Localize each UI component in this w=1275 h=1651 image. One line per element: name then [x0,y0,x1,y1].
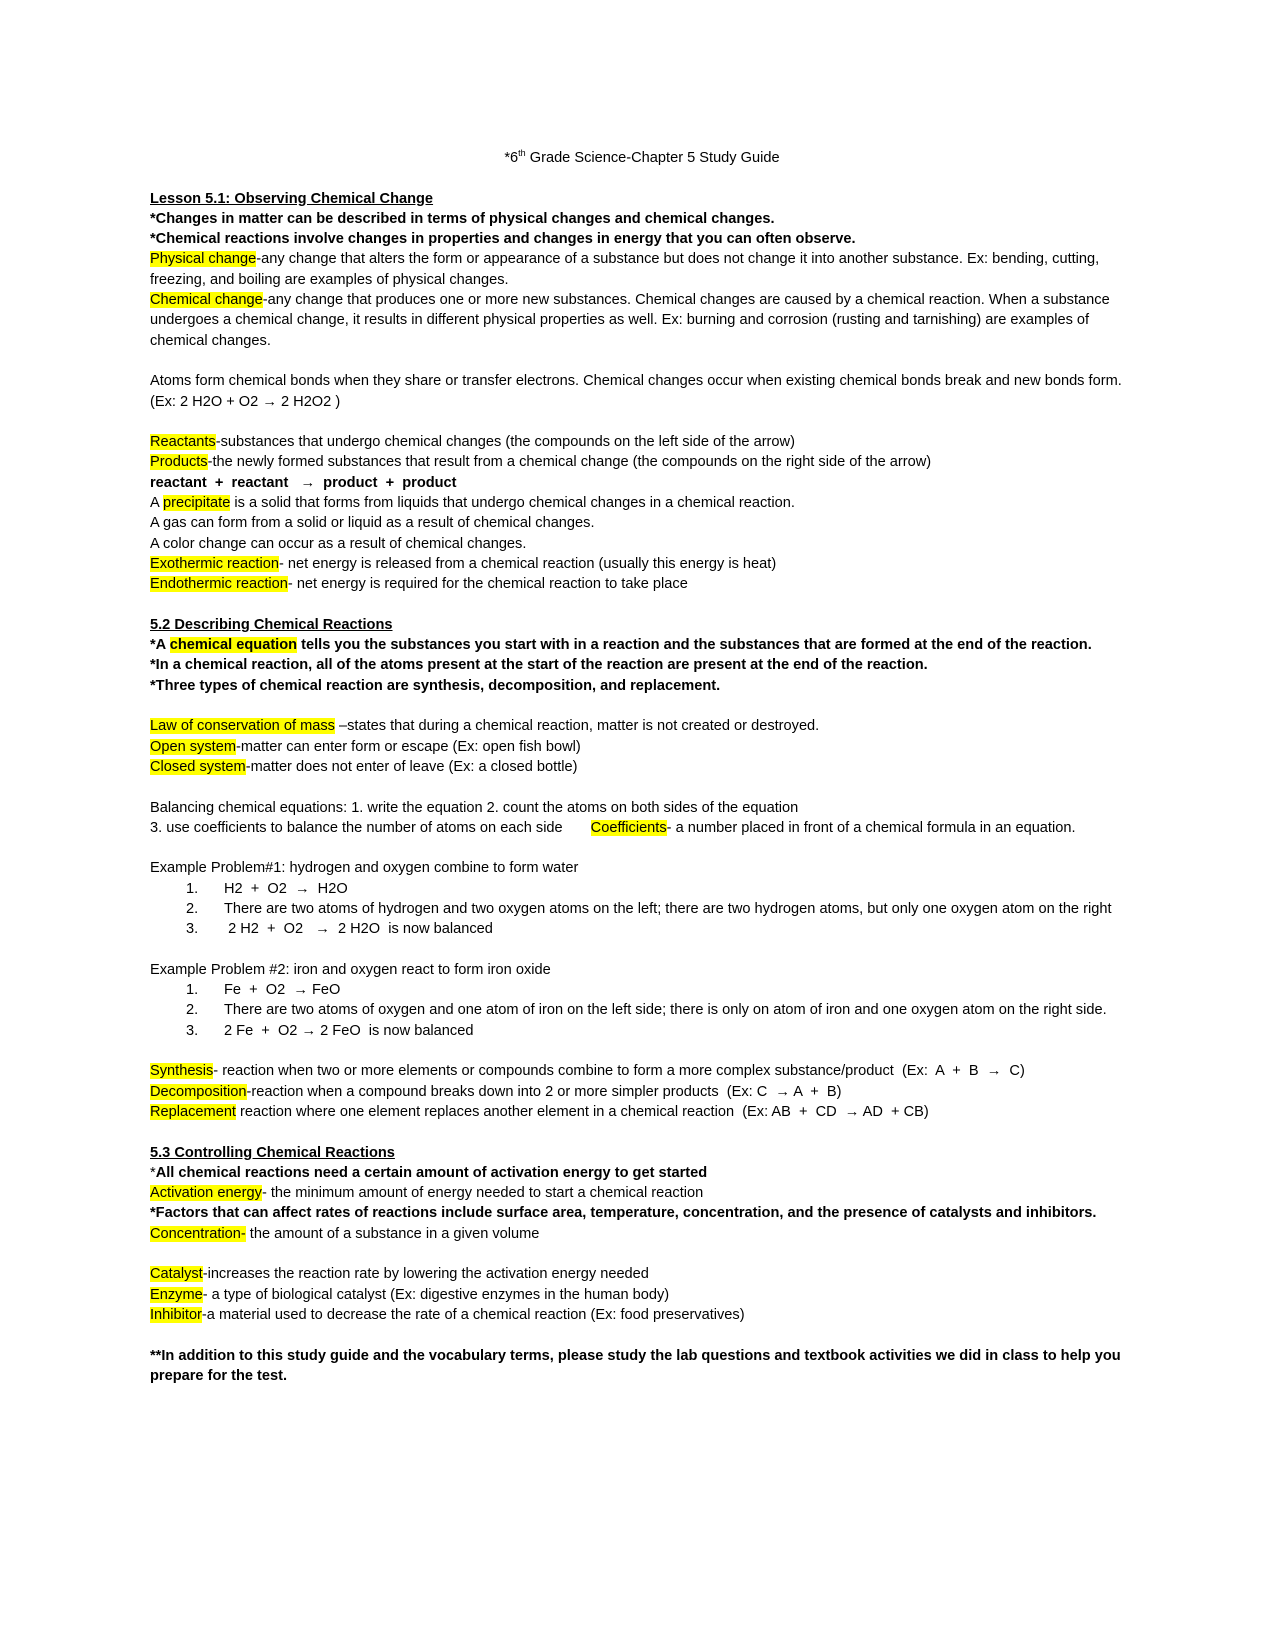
key-point: *A chemical equation tells you the substances you start with in a reaction and the substances that are formed at the end of the reaction. [150,637,1092,654]
term-highlight: Products [150,454,208,471]
list-item: 3. 2 H2 + O2 → 2 H2O is now balanced [186,921,493,938]
key-point: *Factors that can affect rates of reactions include surface area, temperature, concentration, and the presence of catalysts and inhibitors. [150,1205,1097,1222]
term-highlight: Chemical change [150,292,263,309]
list-item: 1. Fe + O2 → FeO [186,982,341,999]
example-1-title: Example Problem#1: hydrogen and oxygen combine to form water [150,860,579,877]
term-highlight: Exothermic reaction [150,555,279,572]
term-highlight: Synthesis [150,1063,214,1080]
definition-chemical-change: Chemical change-any change that produces one or more new substances. Chemical changes are caused by a chemical reaction. When a substance undergoes a chemical change, it results in different physical properties as well. Ex: burning and corrosion (rusting and tarnishing) are examples of chemical changes. [150,292,1110,349]
definition-synthesis: Synthesis- reaction when two or more elements or compounds combine to form a more complex substance/product (Ex: A + B → C) [150,1063,1025,1080]
example-2-title: Example Problem #2: iron and oxygen react to form iron oxide [150,961,551,978]
definition-conservation-of-mass: Law of conservation of mass –states that during a chemical reaction, matter is not created or destroyed. [150,718,820,735]
term-highlight: Reactants [150,434,216,451]
term-highlight: Catalyst [150,1266,203,1283]
definition-inhibitor: Inhibitor-a material used to decrease the rate of a chemical reaction (Ex: food preservatives) [150,1306,745,1323]
gas-line: A gas can form from a solid or liquid as a result of chemical changes. [150,515,595,532]
example-2-steps [150,980,1134,1041]
term-highlight: chemical equation [169,637,298,654]
list-item: 3. 2 Fe + O2 → 2 FeO is now balanced [186,1022,474,1039]
page-title: *6th Grade Science-Chapter 5 Study Guide [504,148,780,166]
definition-catalyst: Catalyst-increases the reaction rate by lowering the activation energy needed [150,1266,649,1283]
balancing-steps-line-1: Balancing chemical equations: 1. write the equation 2. count the atoms on both sides of the equation [150,799,799,816]
list-item: 1. H2 + O2 → H2O [186,880,348,897]
term-highlight: Inhibitor [150,1306,202,1323]
term-highlight: precipitate [162,495,231,512]
lesson-5-2-heading: 5.2 Describing Chemical Reactions [150,616,393,633]
example-1-steps [150,879,1134,940]
key-point: *In a chemical reaction, all of the atoms present at the start of the reaction are present at the end of the reaction. [150,657,928,674]
definition-products: Products-the newly formed substances that result from a chemical change (the compounds on the right side of the arrow) [150,454,932,471]
term-highlight: Law of conservation of mass [150,718,335,735]
list-item: 2. There are two atoms of oxygen and one atom of iron on the left side; there is only on atom of iron and one oxygen atom on the right side. [186,1002,1107,1019]
definition-reactants: Reactants-substances that undergo chemical changes (the compounds on the left side of the arrow) [150,434,795,451]
lesson-5-3-heading: 5.3 Controlling Chemical Reactions [150,1144,395,1161]
definition-exothermic: Exothermic reaction- net energy is released from a chemical reaction (usually this energy is heat) [150,555,777,572]
color-line: A color change can occur as a result of chemical changes. [150,535,527,552]
definition-decomposition: Decomposition-reaction when a compound breaks down into 2 or more simpler products (Ex: C → A + B) [150,1083,842,1100]
definition-physical-change: Physical change-any change that alters the form or appearance of a substance but does not change it into another substance. Ex: bending, cutting, freezing, and boiling are examples of physical changes. [150,251,1100,288]
definition-precipitate: A precipitate is a solid that forms from liquids that undergo chemical changes in a chemical reaction. [150,495,795,512]
key-point: *All chemical reactions need a certain amount of activation energy to get started [150,1164,708,1181]
definition-open-system: Open system-matter can enter form or escape (Ex: open fish bowl) [150,738,581,755]
atoms-paragraph: Atoms form chemical bonds when they share or transfer electrons. Chemical changes occur when existing chemical bonds break and new bonds form. (Ex: 2 H2O + O2 → 2 H2O2 ) [150,373,1122,410]
reaction-word-equation: reactant + reactant → product + product [150,474,457,491]
definition-closed-system: Closed system-matter does not enter of leave (Ex: a closed bottle) [150,758,578,775]
key-point: *Chemical reactions involve changes in properties and changes in energy that you can often observe. [150,231,856,248]
term-highlight: Activation energy [150,1185,262,1202]
term-highlight: Concentration- [150,1225,246,1242]
balancing-steps-line-2: 3. use coefficients to balance the number of atoms on each side Coefficients- a number placed in front of a chemical formula in an equation. [150,819,1076,836]
definition-replacement: Replacement reaction where one element replaces another element in a chemical reaction (Ex: AB + CD → AD + CB) [150,1103,929,1120]
definition-concentration: Concentration- the amount of a substance in a given volume [150,1225,540,1242]
term-highlight: Closed system [150,758,246,775]
key-point: *Three types of chemical reaction are synthesis, decomposition, and replacement. [150,677,721,694]
closing-note: **In addition to this study guide and the vocabulary terms, please study the lab questions and textbook activities we did in class to help you prepare for the test. [150,1347,1121,1384]
definition-endothermic: Endothermic reaction- net energy is required for the chemical reaction to take place [150,576,688,593]
key-point: *Changes in matter can be described in terms of physical changes and chemical changes. [150,210,775,227]
lesson-5-1-heading: Lesson 5.1: Observing Chemical Change [150,190,434,207]
term-highlight: Open system [150,738,236,755]
term-highlight: Decomposition [150,1083,247,1100]
list-item: 2. There are two atoms of hydrogen and two oxygen atoms on the left; there are two hydrogen atoms, but only one oxygen atom on the right [186,900,1112,917]
term-highlight: Replacement [150,1103,236,1120]
term-highlight: Enzyme [150,1286,203,1303]
term-highlight: Endothermic reaction [150,576,288,593]
definition-enzyme: Enzyme- a type of biological catalyst (Ex: digestive enzymes in the human body) [150,1286,670,1303]
definition-activation-energy: Activation energy- the minimum amount of energy needed to start a chemical reaction [150,1185,704,1202]
study-guide-page [150,148,1134,1386]
term-highlight: Coefficients [590,819,667,836]
term-highlight: Physical change [150,251,257,268]
